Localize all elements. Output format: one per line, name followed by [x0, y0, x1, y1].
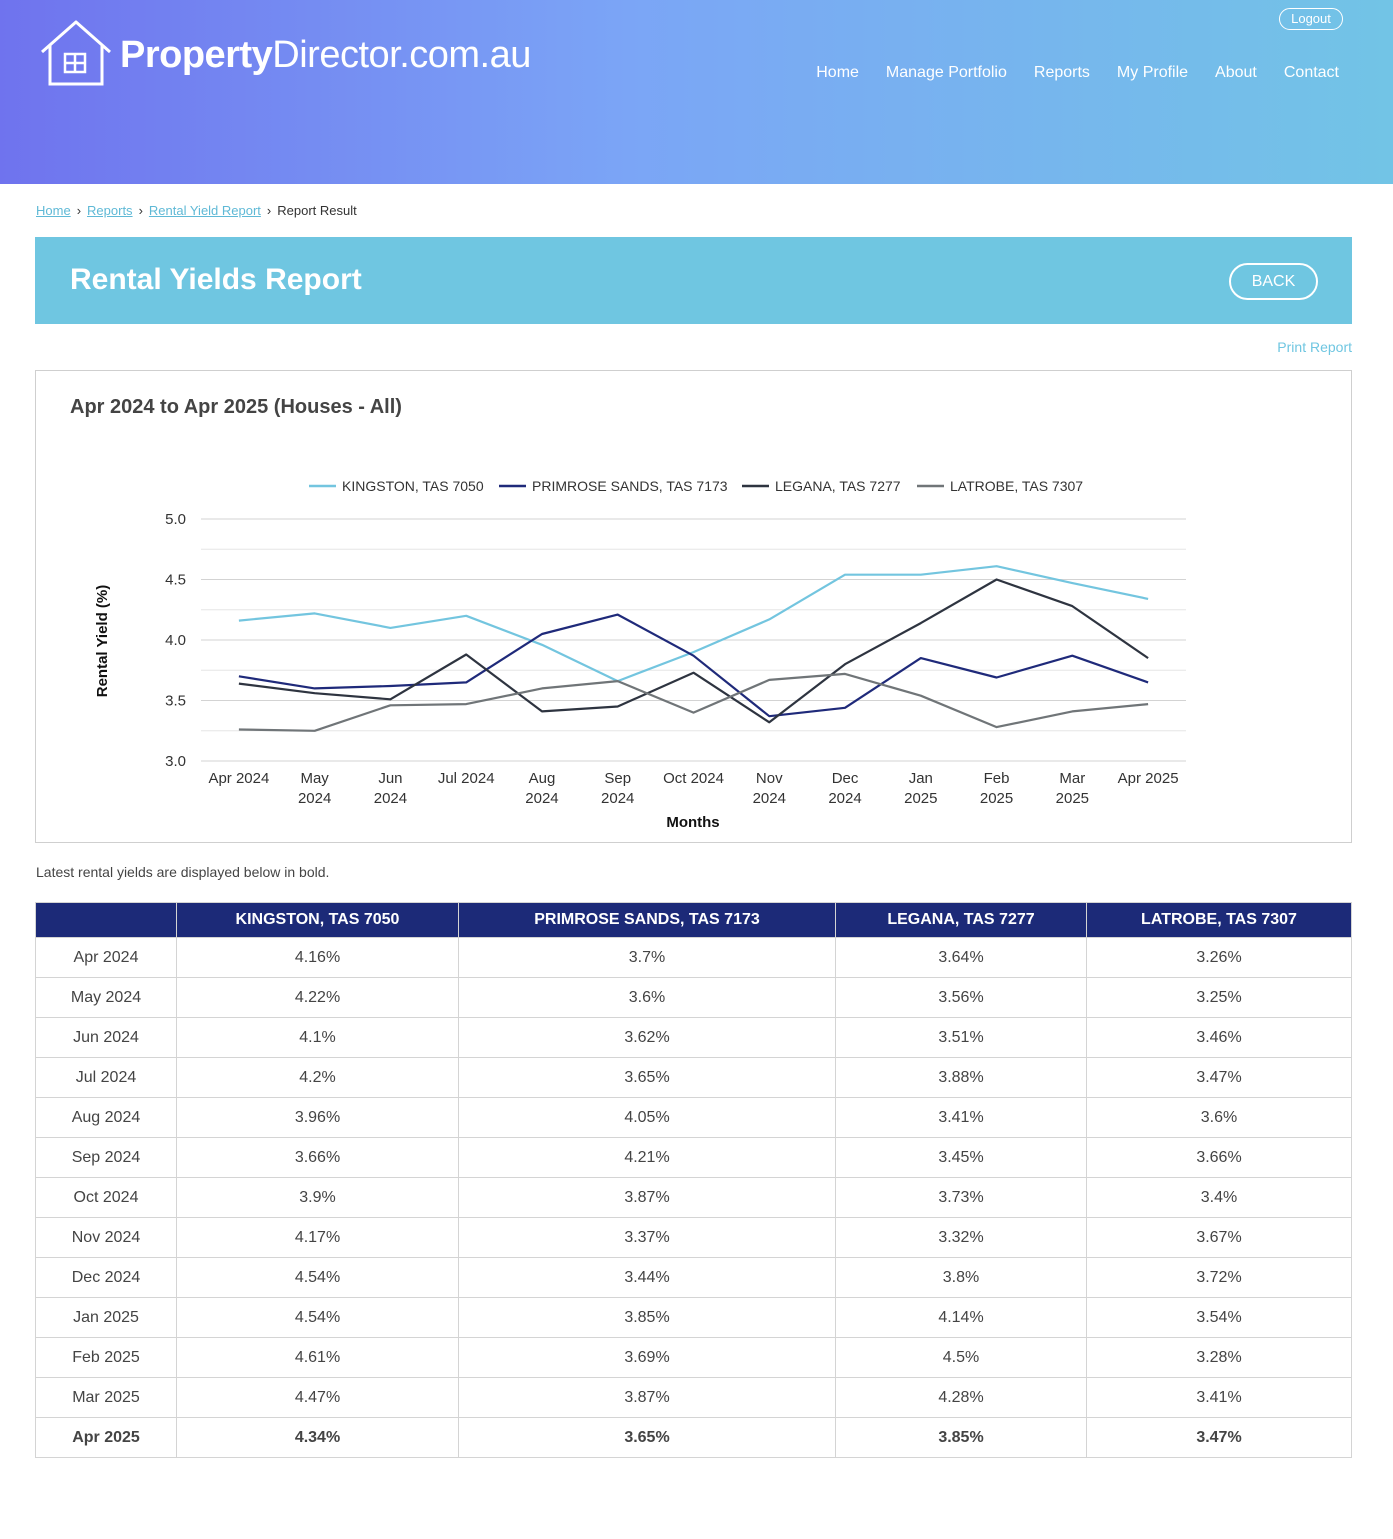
x-tick-label: 2024	[601, 790, 635, 807]
chevron-right-icon: ›	[138, 203, 143, 218]
table-value-cell: 3.6%	[459, 978, 836, 1018]
table-row	[36, 1178, 1352, 1218]
table-month-cell: Sep 2024	[36, 1138, 177, 1178]
table-value-cell: 3.69%	[459, 1338, 836, 1378]
table-month-cell: Feb 2025	[36, 1338, 177, 1378]
x-tick-label: Jan	[908, 770, 933, 787]
table-note: Latest rental yields are displayed below in bold.	[36, 864, 330, 880]
y-axis-title: Rental Yield (%)	[94, 584, 111, 698]
table-header-cell: LEGANA, TAS 7277	[836, 903, 1087, 938]
table-header-cell: KINGSTON, TAS 7050	[177, 903, 459, 938]
table-month-cell: Mar 2025	[36, 1378, 177, 1418]
house-logo-icon	[40, 20, 112, 86]
table-row	[36, 1298, 1352, 1338]
table-month-cell: Jan 2025	[36, 1298, 177, 1338]
table-value-cell: 3.47%	[1087, 1058, 1352, 1098]
y-tick-label: 3.5	[165, 692, 186, 710]
table-value-cell: 3.64%	[836, 938, 1087, 978]
chart-title: Apr 2024 to Apr 2025 (Houses - All)	[70, 396, 402, 418]
table-value-cell: 3.41%	[1087, 1378, 1352, 1418]
table-value-cell: 3.62%	[459, 1018, 836, 1058]
table-value-cell: 3.54%	[1087, 1298, 1352, 1338]
x-tick-label: 2024	[752, 790, 786, 807]
table-value-cell: 3.28%	[1087, 1338, 1352, 1378]
x-tick-label: 2024	[828, 790, 862, 807]
table-value-cell: 3.73%	[836, 1178, 1087, 1218]
table-value-cell: 4.17%	[177, 1218, 459, 1258]
table-value-cell: 3.25%	[1087, 978, 1352, 1018]
table-header-row	[36, 903, 1352, 938]
table-value-cell: 3.46%	[1087, 1018, 1352, 1058]
table-value-cell: 3.7%	[459, 938, 836, 978]
table-header-cell: LATROBE, TAS 7307	[1087, 903, 1352, 938]
breadcrumb-reports[interactable]: Reports	[87, 203, 133, 218]
table-value-cell: 4.61%	[177, 1338, 459, 1378]
nav-contact[interactable]: Contact	[1283, 64, 1339, 81]
table-value-cell: 3.26%	[1087, 938, 1352, 978]
back-button[interactable]: BACK	[1229, 263, 1318, 300]
logout-button[interactable]: Logout	[1279, 8, 1343, 30]
print-report-link[interactable]: Print Report	[1277, 339, 1352, 355]
x-tick-label: Nov	[755, 770, 783, 787]
table-value-cell: 3.72%	[1087, 1258, 1352, 1298]
table-value-cell: 3.4%	[1087, 1178, 1352, 1218]
x-tick-label: Sep	[604, 770, 632, 787]
table-value-cell: 3.51%	[836, 1018, 1087, 1058]
chart-panel	[35, 370, 1352, 843]
x-axis-title: Months	[666, 814, 720, 831]
table-value-cell: 3.8%	[836, 1258, 1087, 1298]
table-month-cell: Apr 2025	[36, 1418, 177, 1458]
breadcrumb	[36, 203, 357, 218]
rental-yield-chart	[36, 371, 1351, 842]
x-tick-label: 2025	[1055, 790, 1090, 807]
legend-label: LEGANA, TAS 7277	[775, 478, 901, 494]
table-month-cell: Nov 2024	[36, 1218, 177, 1258]
table-value-cell: 3.87%	[459, 1178, 836, 1218]
table-value-cell: 3.32%	[836, 1218, 1087, 1258]
table-value-cell: 3.67%	[1087, 1218, 1352, 1258]
x-tick-label: 2024	[525, 790, 559, 807]
nav-reports[interactable]: Reports	[1033, 64, 1090, 81]
y-tick-label: 4.5	[165, 571, 186, 589]
x-tick-label: Feb	[983, 770, 1010, 787]
nav-my-profile[interactable]: My Profile	[1116, 64, 1189, 81]
x-tick-label: Apr 2024	[208, 770, 270, 787]
x-tick-label: May	[300, 770, 329, 787]
table-header-cell: PRIMROSE SANDS, TAS 7173	[459, 903, 836, 938]
table-row	[36, 1378, 1352, 1418]
table-header-cell	[36, 903, 177, 938]
y-tick-label: 5.0	[165, 511, 186, 528]
table-value-cell: 4.16%	[177, 938, 459, 978]
x-tick-label: 2025	[904, 790, 938, 807]
series-line-1	[239, 566, 1148, 681]
table-value-cell: 3.65%	[459, 1058, 836, 1098]
x-tick-label: 2024	[297, 790, 332, 807]
table-value-cell: 4.28%	[836, 1378, 1087, 1418]
table-value-cell: 3.96%	[177, 1098, 459, 1138]
table-value-cell: 3.88%	[836, 1058, 1087, 1098]
x-tick-label: 2025	[979, 790, 1014, 807]
table-row	[36, 1258, 1352, 1298]
table-row	[36, 1138, 1352, 1178]
x-tick-label: 2024	[373, 790, 408, 807]
x-tick-label: Oct 2024	[663, 770, 724, 787]
table-value-cell: 4.47%	[177, 1378, 459, 1418]
table-value-cell: 3.85%	[836, 1418, 1087, 1458]
table-value-cell: 3.56%	[836, 978, 1087, 1018]
table-month-cell: Dec 2024	[36, 1258, 177, 1298]
table-value-cell: 4.54%	[177, 1298, 459, 1338]
logo-text-bold: Property	[120, 34, 273, 76]
main-nav	[789, 64, 1339, 82]
nav-about[interactable]: About	[1215, 64, 1257, 81]
table-value-cell: 3.45%	[836, 1138, 1087, 1178]
table-row	[36, 978, 1352, 1018]
x-tick-label: Dec	[831, 770, 859, 787]
nav-home[interactable]: Home	[816, 64, 859, 81]
table-row	[36, 1418, 1352, 1458]
chevron-right-icon: ›	[76, 203, 82, 218]
logo-text-light: Director.com.au	[272, 34, 531, 76]
title-bar	[35, 237, 1352, 324]
table-row	[36, 1098, 1352, 1138]
table-row	[36, 1218, 1352, 1258]
table-value-cell: 3.87%	[459, 1378, 836, 1418]
table-row	[36, 1018, 1352, 1058]
table-value-cell: 4.1%	[177, 1018, 459, 1058]
table-value-cell: 4.05%	[459, 1098, 836, 1138]
x-tick-label: Apr 2025	[1117, 770, 1179, 787]
table-value-cell: 3.85%	[459, 1298, 836, 1338]
table-value-cell: 3.6%	[1087, 1098, 1352, 1138]
site-header	[0, 0, 1393, 184]
nav-manage-portfolio[interactable]: Manage Portfolio	[885, 64, 1007, 81]
table-value-cell: 4.5%	[836, 1338, 1087, 1378]
y-tick-label: 3.0	[165, 753, 186, 770]
yield-table	[35, 902, 1352, 1458]
x-tick-label: Jun	[378, 770, 403, 787]
page-title: Rental Yields Report	[70, 263, 362, 296]
table-month-cell: Jul 2024	[36, 1058, 177, 1098]
breadcrumb-current: Report Result	[277, 203, 357, 218]
table-value-cell: 3.9%	[177, 1178, 459, 1218]
table-value-cell: 4.22%	[177, 978, 459, 1018]
table-value-cell: 3.65%	[459, 1418, 836, 1458]
x-tick-label: Jul 2024	[437, 770, 495, 787]
chevron-right-icon: ›	[266, 203, 272, 218]
x-tick-label: Aug	[528, 770, 556, 787]
table-row	[36, 938, 1352, 978]
table-body	[36, 938, 1352, 1458]
table-value-cell: 3.37%	[459, 1218, 836, 1258]
table-row	[36, 1338, 1352, 1378]
series-line-4	[239, 674, 1148, 731]
table-month-cell: Apr 2024	[36, 938, 177, 978]
table-value-cell: 3.47%	[1087, 1418, 1352, 1458]
table-month-cell: Aug 2024	[36, 1098, 177, 1138]
legend-label: KINGSTON, TAS 7050	[342, 478, 484, 494]
table-value-cell: 4.54%	[177, 1258, 459, 1298]
table-value-cell: 3.66%	[1087, 1138, 1352, 1178]
logo-text	[120, 34, 531, 77]
table-month-cell: Oct 2024	[36, 1178, 177, 1218]
legend-label: LATROBE, TAS 7307	[950, 478, 1084, 494]
breadcrumb-rental-yield-report[interactable]: Rental Yield Report	[148, 203, 261, 218]
table-value-cell: 3.44%	[459, 1258, 836, 1298]
x-tick-label: Mar	[1059, 770, 1086, 787]
table-value-cell: 4.2%	[177, 1058, 459, 1098]
legend-label: PRIMROSE SANDS, TAS 7173	[532, 478, 728, 494]
table-month-cell: May 2024	[36, 978, 177, 1018]
table-value-cell: 4.34%	[177, 1418, 459, 1458]
table-month-cell: Jun 2024	[36, 1018, 177, 1058]
table-row	[36, 1058, 1352, 1098]
table-value-cell: 3.66%	[177, 1138, 459, 1178]
y-tick-label: 4.0	[165, 632, 186, 649]
table-value-cell: 4.21%	[459, 1138, 836, 1178]
breadcrumb-home[interactable]: Home	[36, 203, 71, 218]
table-value-cell: 3.41%	[836, 1098, 1087, 1138]
table-value-cell: 4.14%	[836, 1298, 1087, 1338]
